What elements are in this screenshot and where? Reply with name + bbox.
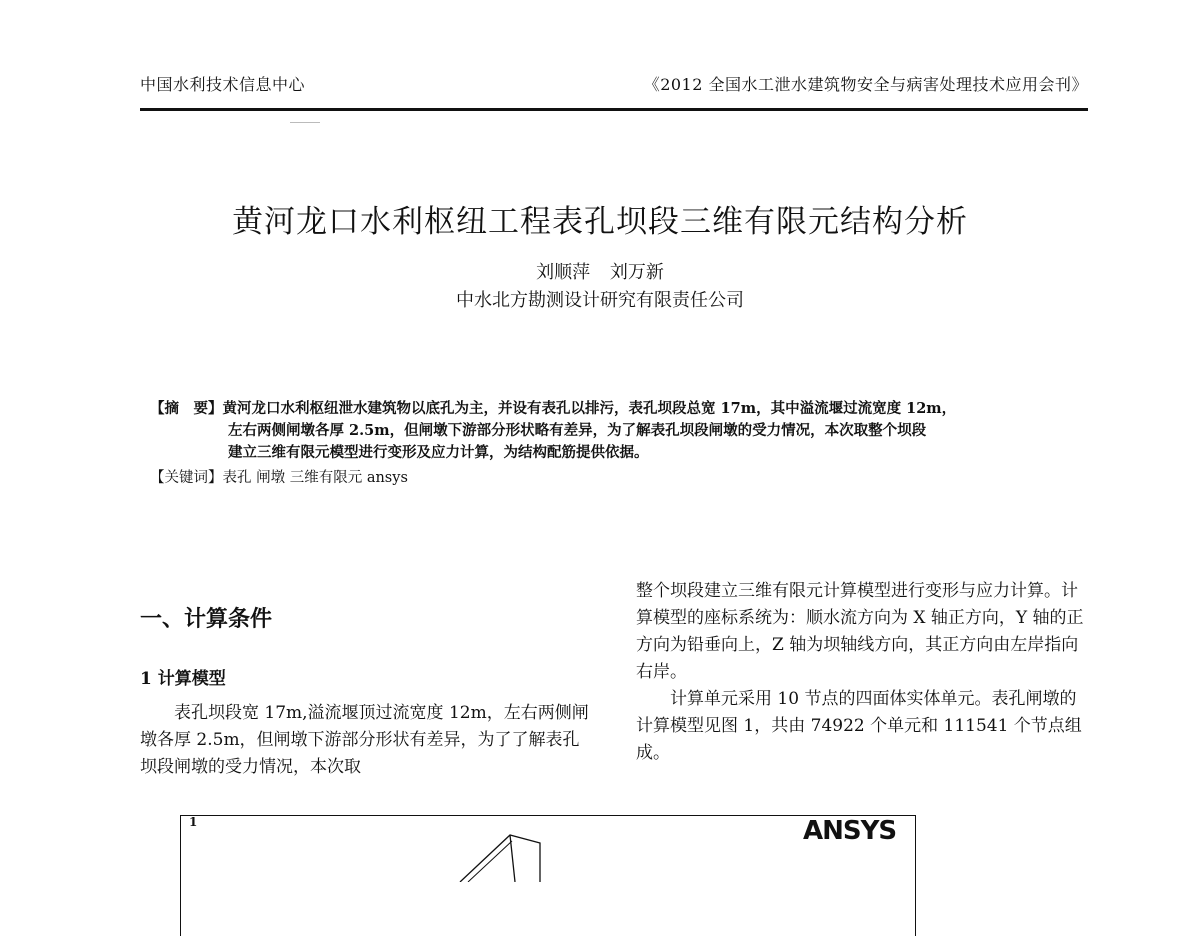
keywords-text: 表孔 闸墩 三维有限元 ansys <box>222 470 408 486</box>
abstract-line-3: 建立三维有限元模型进行变形及应力计算，为结构配筋提供依据。 <box>228 444 649 461</box>
running-header-left: 中国水利技术信息中心 <box>140 75 306 94</box>
right-column <box>636 578 1088 767</box>
abstract-line-1 <box>150 398 1100 420</box>
paper-affiliation: 中水北方勘测设计研究有限责任公司 <box>456 290 744 311</box>
section-heading: 一、计算条件 <box>140 607 273 632</box>
subsection-heading: 1 计算模型 <box>140 669 226 689</box>
left-paragraph: 表孔坝段宽 17m,溢流堰顶过流宽度 12m，左右两侧闸墩各厚 2.5m，但闸墩下游部分形状有差异，为了了解表孔坝段闸墩的受力情况，本次取 <box>140 703 589 777</box>
header-rule <box>140 108 1088 111</box>
abstract-text-1: 黄河龙口水利枢纽泄水建筑物以底孔为主，并设有表孔以排污，表孔坝段总宽 17m，其中溢流堰过流宽度 12m， <box>222 400 957 417</box>
paper-title: 黄河龙口水利枢纽工程表孔坝段三维有限元结构分析 <box>232 204 968 240</box>
abstract-block <box>150 398 1100 464</box>
header-rule-mark <box>290 122 320 123</box>
running-header-right: 《2012 全国水工泄水建筑物安全与病害处理技术应用会刊》 <box>643 75 1088 94</box>
abstract-label: 【摘 要】 <box>150 400 223 417</box>
keywords-line <box>150 466 408 487</box>
model-wireframe-icon <box>440 825 560 882</box>
ansys-logo: ANSYS <box>803 816 897 846</box>
keywords-label: 【关键词】 <box>150 470 223 486</box>
right-paragraph-2: 计算单元采用 10 节点的四面体实体单元。表孔闸墩的计算模型见图 1，共由 74922 个单元和 111541 个节点组成。 <box>636 689 1082 763</box>
figure-number: 1 <box>189 815 198 829</box>
abstract-line-2: 左右两侧闸墩各厚 2.5m，但闸墩下游部分形状略有差异，为了解表孔坝段闸墩的受力情况，本次取整个坝段 <box>228 422 927 439</box>
paper-authors: 刘顺萍 刘万新 <box>536 262 664 283</box>
left-column <box>140 700 592 781</box>
right-paragraph-1: 整个坝段建立三维有限元计算模型进行变形与应力计算。计算模型的座标系统为：顺水流方向为 X 轴正方向，Y 轴的正方向为铅垂向上，Z 轴为坝轴线方向，其正方向由左岸指向右岸。 <box>636 581 1084 682</box>
